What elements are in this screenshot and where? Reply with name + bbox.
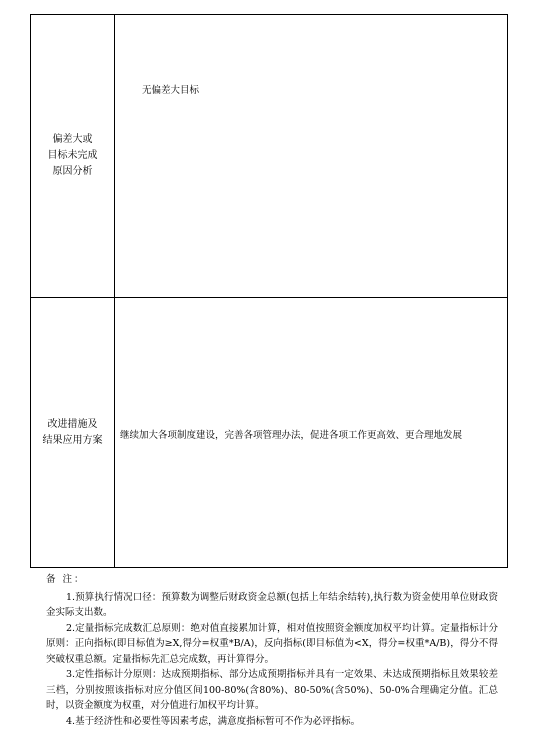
notes-title: 备 注： xyxy=(46,574,86,585)
note-item-4: 4.基于经济性和必要性等因素考虑，满意度指标暂可不作为必评指标。 xyxy=(66,715,361,727)
note-item-2: 2.定量指标完成数汇总原则：绝对值直接累加计算，相对值按照资金额度加权平均计算。定量指标计分原则：正向指标(即目标值为≥X,得分=权重*B/A)，反向指标(即目标值为<X，得分=权重*A/B)，得分不得突破权重总额。定量指标先汇总完成数，再计算得分。 xyxy=(46,622,498,665)
improvement-plan-label: 改进措施及 结果应用方案 xyxy=(42,418,103,446)
deviation-analysis-content: 无偏差大目标 xyxy=(142,85,200,96)
note-item-3: 3.定性指标计分原则：达成预期指标、部分达成预期指标并具有一定效果、未达成预期指标且效果较差三档，分别按照该指标对应分值区间100-80%(含80%)、80-50%(含50%)、50-0%合理确定分值。汇总时，以资金额度为权重，对分值进行加权平均计算。 xyxy=(46,669,498,711)
row-content-cell xyxy=(115,15,507,297)
evaluation-table xyxy=(30,14,508,568)
deviation-analysis-label: 偏差大或 目标未完成 原因分析 xyxy=(47,134,98,177)
row-label-cell xyxy=(31,15,115,297)
table-row-deviation-analysis xyxy=(31,15,507,298)
notes-section xyxy=(46,572,498,729)
table-row-improvement-plan xyxy=(31,298,507,567)
note-item-1: 1.预算执行情况口径：预算数为调整后财政资金总额(包括上年结余结转),执行数为资金使用单位财政资金实际支出数。 xyxy=(46,591,498,618)
row-label-cell xyxy=(31,298,115,567)
row-content-cell xyxy=(115,298,507,567)
improvement-plan-content: 继续加大各项制度建设，完善各项管理办法，促进各项工作更高效、更合理地发展 xyxy=(120,430,463,441)
